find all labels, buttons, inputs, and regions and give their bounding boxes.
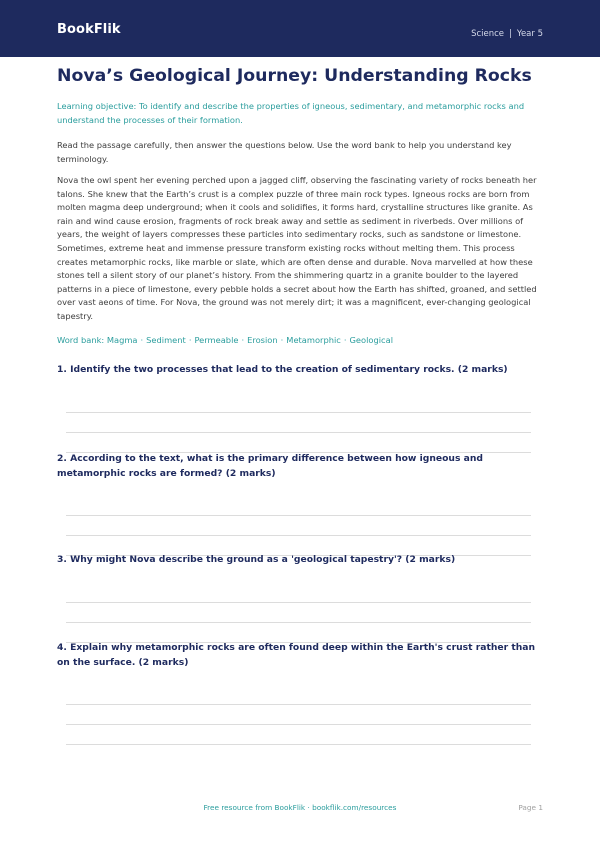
word-bank-term: Magma xyxy=(106,334,138,345)
answer-line[interactable] xyxy=(66,622,531,623)
page-header xyxy=(0,0,600,57)
subject-year-label xyxy=(471,29,543,39)
question-3: 3. Why might Nova describe the ground as a 'geological tapestry'? (2 marks) xyxy=(57,554,456,565)
answer-line[interactable] xyxy=(66,724,531,725)
subject-label: Science xyxy=(471,29,505,39)
word-bank-separator: · xyxy=(241,334,245,345)
word-bank-term: Metamorphic xyxy=(286,334,341,345)
meta-separator: | xyxy=(509,29,512,39)
word-bank-term: Sediment xyxy=(146,334,186,345)
footer-credit[interactable]: Free resource from BookFlik · bookflik.com/resources xyxy=(203,803,397,812)
word-bank-separator: · xyxy=(280,334,284,345)
answer-line[interactable] xyxy=(66,412,531,413)
answer-line[interactable] xyxy=(66,602,531,603)
question-1: 1. Identify the two processes that lead to the creation of sedimentary rocks. (2 marks) xyxy=(57,364,508,375)
answer-line[interactable] xyxy=(66,432,531,433)
answer-line[interactable] xyxy=(66,744,531,745)
word-bank-separator: · xyxy=(188,334,192,345)
question-4: 4. Explain why metamorphic rocks are often found deep within the Earth's crust rather than on the surface. (2 marks) xyxy=(57,642,536,668)
page-number: Page 1 xyxy=(518,803,543,812)
worksheet-body xyxy=(57,64,543,345)
instructions: Read the passage carefully, then answer the questions below. Use the word bank to help you understand key terminology. xyxy=(57,140,512,164)
year-label: Year 5 xyxy=(516,29,543,39)
learning-objective: Learning objective: To identify and describe the properties of igneous, sedimentary, and metamorphic rocks and understand the processes of their formation. xyxy=(57,101,525,125)
answer-line[interactable] xyxy=(66,704,531,705)
word-bank-label: Word bank: xyxy=(57,334,105,345)
word-bank-term: Erosion xyxy=(247,334,278,345)
question-2: 2. According to the text, what is the primary difference between how igneous and metamorphic rocks are formed? (2 marks) xyxy=(57,453,483,479)
word-bank-term: Permeable xyxy=(194,334,239,345)
answer-line[interactable] xyxy=(66,515,531,516)
answer-line[interactable] xyxy=(66,535,531,536)
word-bank-separator: · xyxy=(140,334,144,345)
brand-logo[interactable]: BookFlik xyxy=(57,22,121,37)
reading-passage: Nova the owl spent her evening perched upon a jagged cliff, observing the fascinating variety of rocks beneath her talons. She knew that the Earth’s crust is a complex puzzle of three main rock types. Igneous rocks are born from molten magma deep underground; when it cools and solidifies, it forms hard, crystalline structures like granite. As rain and wind cause erosion, fragments of rock break away and settle as sediment in riverbeds. Over millions of years, the weight of layers compresses these particles into sedimentary rocks, such as sandstone or limestone. Sometimes, extreme heat and immense pressure transform existing rocks without melting them. This process creates metamorphic rocks, like marble or slate, which are often dense and durable. Nova marvelled at how these stones tell a silent story of our planet’s history. From the shimmering quartz in a granite boulder to the layered patterns in a piece of limestone, every pebble holds a secret about how the Earth has shifted, groaned, and settled over vast aeons of time. For Nova, the ground was not merely dirt; it was a magnificent, ever-changing geological tapestry. xyxy=(57,175,537,321)
page-title: Nova’s Geological Journey: Understanding Rocks xyxy=(57,66,532,86)
word-bank-separator: · xyxy=(343,334,347,345)
word-bank xyxy=(57,335,543,345)
word-bank-term: Geological xyxy=(349,334,393,345)
